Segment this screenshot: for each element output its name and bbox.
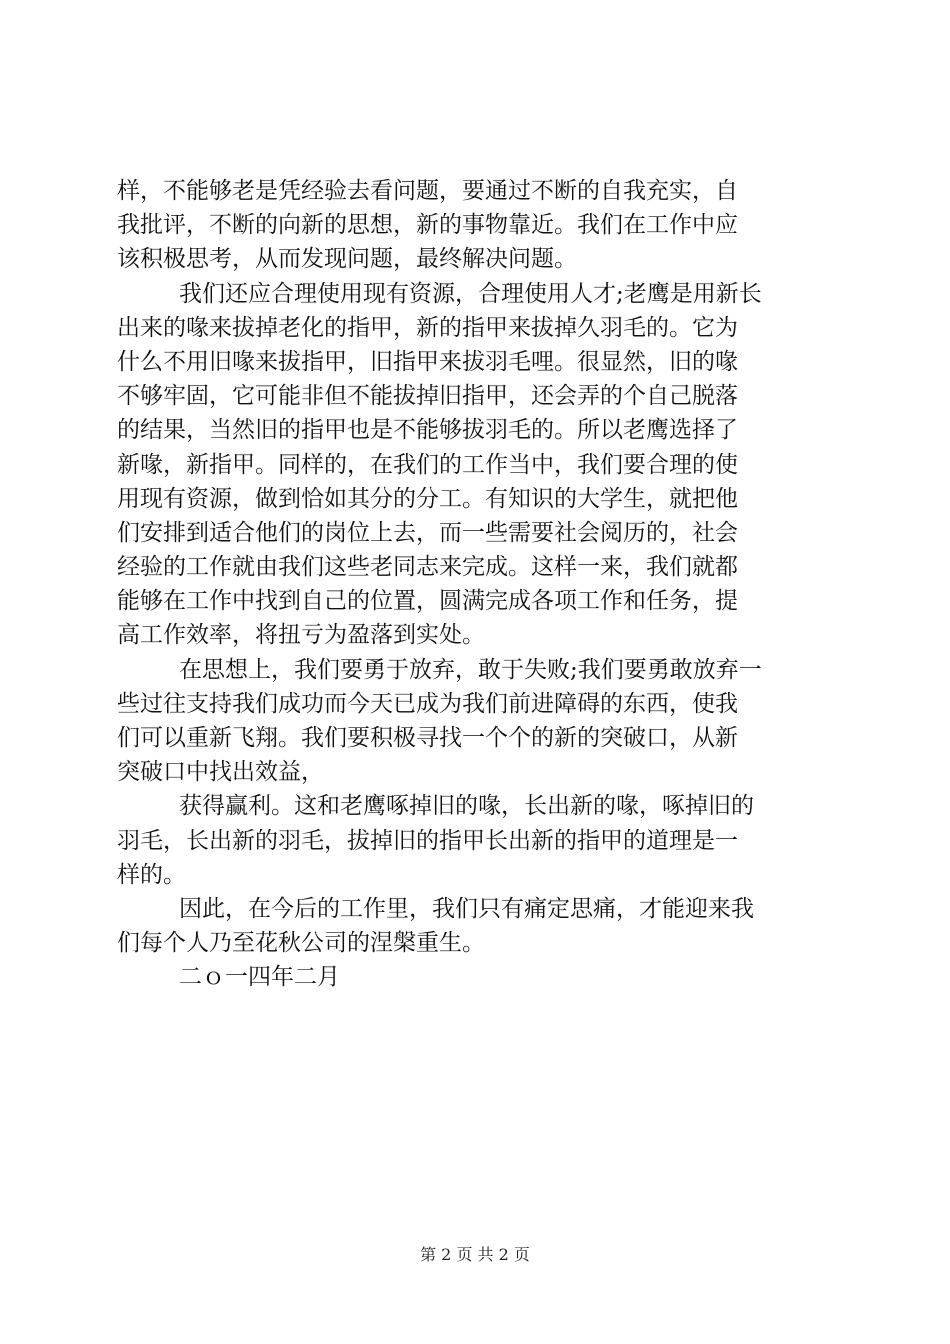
text-line: 些过往支持我们成功而今天已成为我们前进障碍的东西，使我 [117,690,738,717]
text-line: 二ｏ一四年二月 [179,964,340,991]
text-line: 新喙，新指甲。同样的，在我们的工作当中，我们要合理的使 [117,451,738,478]
text-line: 出来的喙来拔掉老化的指甲，新的指甲来拔掉久羽毛的。它为 [117,314,738,341]
text-line: 该积极思考，从而发现问题，最终解决问题。 [117,246,577,273]
text-line: 能够在工作中找到自己的位置，圆满完成各项工作和任务，提 [117,588,738,615]
text-line: 我批评，不断的向新的思想，新的事物靠近。我们在工作中应 [117,212,738,239]
text-line: 我们还应合理使用现有资源，合理使用人才;老鹰是用新长 [179,280,762,307]
text-line: 经验的工作就由我们这些老同志来完成。这样一来，我们就都 [117,554,738,581]
text-line: 在思想上，我们要勇于放弃，敢于失败;我们要勇敢放弃一 [179,656,762,683]
text-line: 样，不能够老是凭经验去看问题，要通过不断的自我充实，自 [117,178,738,204]
text-line: 样的。 [117,861,186,888]
text-line: 突破口中找出效益， [117,759,324,786]
text-line: 们可以重新飞翔。我们要积极寻找一个个的新的突破口，从新 [117,725,738,751]
text-line: 因此，在今后的工作里，我们只有痛定思痛，才能迎来我 [179,895,754,922]
text-line: 什么不用旧喙来拔指甲，旧指甲来拔羽毛哩。很显然，旧的喙 [117,348,738,375]
text-line: 不够牢固，它可能非但不能拔掉旧指甲，还会弄的个自己脱落 [117,383,738,410]
text-line: 们安排到适合他们的岗位上去，而一些需要社会阅历的，社会 [117,519,738,546]
document-body [117,174,835,995]
text-line: 获得赢利。这和老鹰啄掉旧的喙，长出新的喙，啄掉旧的 [179,793,754,820]
page-footer: 第 2 页 共 2 页 [420,1245,530,1264]
text-line: 高工作效率，将扭亏为盈落到实处。 [117,622,485,649]
text-line: 用现有资源，做到恰如其分的分工。有知识的大学生，就把他 [117,485,738,512]
text-line: 羽毛，长出新的羽毛，拔掉旧的指甲长出新的指甲的道理是一 [117,827,738,854]
text-line: 们每个人乃至花秋公司的涅槃重生。 [117,930,485,957]
text-line: 的结果，当然旧的指甲也是不能够拔羽毛的。所以老鹰选择了 [117,417,738,444]
